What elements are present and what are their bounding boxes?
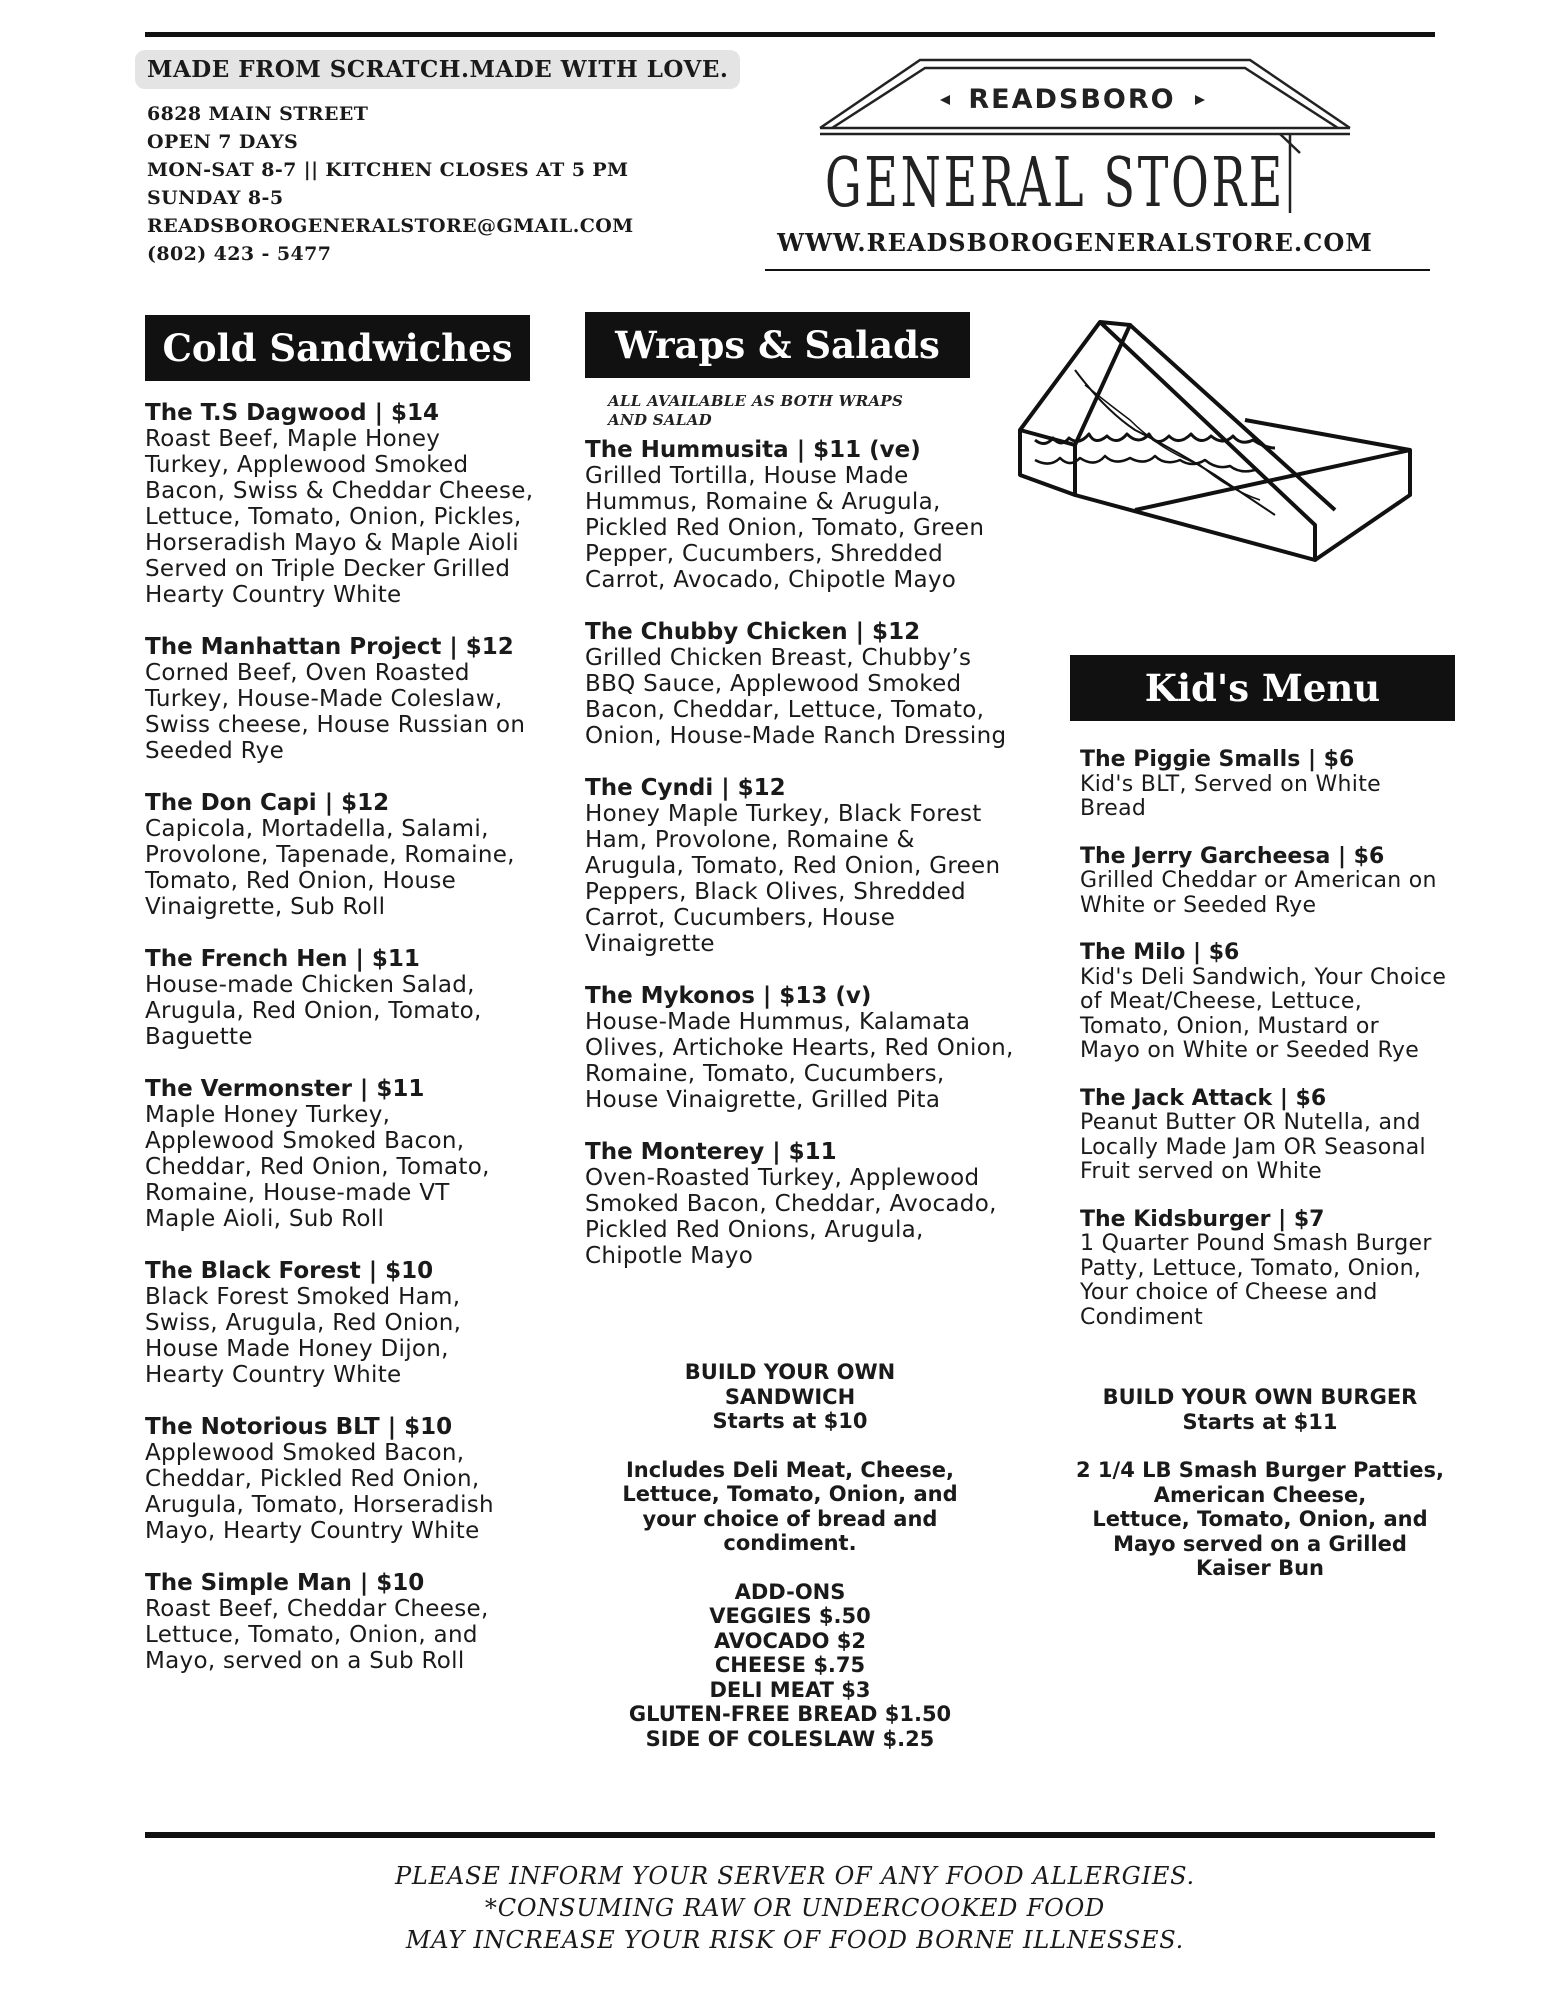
item-name: The Cyndi | $12 — [585, 775, 786, 801]
kids-menu-list — [1080, 748, 1480, 1353]
bottom-rule — [145, 1832, 1435, 1838]
item-name: The Chubby Chicken | $12 — [585, 619, 921, 645]
item-name: The Vermonster | $11 — [145, 1076, 425, 1102]
menu-item: The Vermonster | $11 Maple Honey Turkey, Applewood Smoked Bacon, Cheddar, Red Onion, Tomato, Romaine, House-made VT Maple Aioli, Sub Roll — [145, 1076, 575, 1232]
item-name: The Mykonos | $13 (v) — [585, 983, 872, 1009]
arrow-right-icon — [1195, 95, 1205, 105]
menu-item: The Kidsburger | $7 1 Quarter Pound Smash Burger Patty, Lettuce, Tomato, Onion, Your choice of Cheese and Condiment — [1080, 1208, 1480, 1331]
cold-sandwiches-list — [145, 400, 575, 1700]
menu-item: The Chubby Chicken | $12 Grilled Chicken Breast, Chubby’s BBQ Sauce, Applewood Smoked Bacon, Cheddar, Lettuce, Tomato, Onion, House-Made Ranch Dressing — [585, 619, 1045, 749]
item-name: The Jerry Garcheesa | $6 — [1080, 843, 1385, 869]
website[interactable]: WWW.READSBOROGENERALSTORE.COM — [777, 228, 1373, 257]
item-name: The Don Capi | $12 — [145, 790, 390, 816]
wraps-salads-list — [585, 437, 1045, 1295]
store-logo — [810, 58, 1360, 223]
menu-item: The French Hen | $11 House-made Chicken Salad, Arugula, Red Onion, Tomato, Baguette — [145, 946, 575, 1050]
item-name: The Monterey | $11 — [585, 1139, 837, 1165]
item-name: The T.S Dagwood | $14 — [145, 400, 439, 426]
header-rule — [765, 269, 1430, 271]
top-rule — [145, 32, 1435, 37]
menu-item: The Monterey | $11 Oven-Roasted Turkey, Applewood Smoked Bacon, Cheddar, Avocado, Pickled Red Onions, Arugula, Chipotle Mayo — [585, 1139, 1045, 1269]
wraps-note: ALL AVAILABLE AS BOTH WRAPS AND SALAD — [608, 392, 904, 429]
menu-item: The Milo | $6 Kid's Deli Sandwich, Your Choice of Meat/Cheese, Lettuce, Tomato, Onion, Mustard or Mayo on White or Seeded Rye — [1080, 941, 1480, 1064]
menu-item: The Hummusita | $11 (ve) Grilled Tortilla, House Made Hummus, Romaine & Arugula, Pickled Red Onion, Tomato, Green Pepper, Cucumbers, Shredded Carrot, Avocado, Chipotle Mayo — [585, 437, 1045, 593]
menu-item: The Jack Attack | $6 Peanut Butter OR Nutella, and Locally Made Jam OR Seasonal Fruit served on White — [1080, 1087, 1480, 1185]
arrow-left-icon — [940, 95, 950, 105]
wraps-salads-title: Wraps & Salads — [585, 312, 970, 378]
menu-item: The Manhattan Project | $12 Corned Beef, Oven Roasted Turkey, House-Made Coleslaw, Swiss cheese, House Russian on Seeded Rye — [145, 634, 575, 764]
tagline: MADE FROM SCRATCH.MADE WITH LOVE. — [135, 50, 740, 89]
menu-item: The Jerry Garcheesa | $6 Grilled Cheddar or American on White or Seeded Rye — [1080, 845, 1480, 919]
menu-item: The Mykonos | $13 (v) House-Made Hummus, Kalamata Olives, Artichoke Hearts, Red Onion, Romaine, Tomato, Cucumbers, House Vinaigrette, Grilled Pita — [585, 983, 1045, 1113]
item-name: The Hummusita | $11 (ve) — [585, 437, 921, 463]
item-name: The French Hen | $11 — [145, 946, 420, 972]
address: 6828 MAIN STREET — [147, 103, 369, 125]
item-name: The Simple Man | $10 — [145, 1570, 425, 1596]
item-name: The Jack Attack | $6 — [1080, 1085, 1327, 1111]
allergy-disclaimer: PLEASE INFORM YOUR SERVER OF ANY FOOD ALLERGIES. *CONSUMING RAW OR UNDERCOOKED FOOD MAY INCREASE YOUR RISK OF FOOD BORNE ILLNESSES. — [394, 1862, 1195, 1954]
item-name: The Manhattan Project | $12 — [145, 634, 514, 660]
menu-item: The Piggie Smalls | $6 Kid's BLT, Served on White Bread — [1080, 748, 1480, 822]
cold-sandwiches-title: Cold Sandwiches — [145, 315, 530, 381]
logo-town: READSBORO — [968, 84, 1176, 115]
menu-item: The Simple Man | $10 Roast Beef, Cheddar Cheese, Lettuce, Tomato, Onion, and Mayo, served on a Sub Roll — [145, 1570, 575, 1674]
menu-item: The Don Capi | $12 Capicola, Mortadella, Salami, Provolone, Tapenade, Romaine, Tomato, Red Onion, House Vinaigrette, Sub Roll — [145, 790, 575, 920]
kids-menu-title: Kid's Menu — [1070, 655, 1455, 721]
sunday-hours: SUNDAY 8-5 — [147, 187, 284, 209]
phone[interactable]: (802) 423 - 5477 — [147, 243, 332, 265]
item-name: The Notorious BLT | $10 — [145, 1414, 453, 1440]
weekday-hours: MON-SAT 8-7 || KITCHEN CLOSES AT 5 PM — [147, 159, 629, 181]
build-your-own-burger: BUILD YOUR OWN BURGER Starts at $11 2 1/4 LB Smash Burger Patties, American Cheese, Lettuce, Tomato, Onion, and Mayo served on a Grilled Kaiser Bun — [1075, 1385, 1444, 1580]
item-name: The Milo | $6 — [1080, 940, 1240, 965]
store-info — [147, 100, 634, 268]
menu-item: The Cyndi | $12 Honey Maple Turkey, Black Forest Ham, Provolone, Romaine & Arugula, Tomato, Red Onion, Green Peppers, Black Olives, Shredded Carrot, Cucumbers, House Vinaigrette — [585, 775, 1045, 957]
item-name: The Piggie Smalls | $6 — [1080, 747, 1355, 772]
email[interactable]: READSBOROGENERALSTORE@GMAIL.COM — [147, 215, 634, 237]
add-ons: ADD-ONS VEGGIES $.50 AVOCADO $2 CHEESE $.75 DELI MEAT $3 GLUTEN-FREE BREAD $1.50 SIDE OF COLESLAW $.25 — [628, 1579, 952, 1751]
menu-item: The T.S Dagwood | $14 Roast Beef, Maple Honey Turkey, Applewood Smoked Bacon, Swiss & Cheddar Cheese, Lettuce, Tomato, Onion, Pickles, Horseradish Mayo & Maple Aioli Served on Triple Decker Grilled Hearty Country White — [145, 400, 575, 608]
menu-item: The Black Forest | $10 Black Forest Smoked Ham, Swiss, Arugula, Red Onion, House Made Honey Dijon, Hearty Country White — [145, 1258, 575, 1388]
open-days: OPEN 7 DAYS — [147, 131, 299, 153]
item-name: The Black Forest | $10 — [145, 1258, 434, 1284]
build-your-own-sandwich: BUILD YOUR OWN SANDWICH Starts at $10 Includes Deli Meat, Cheese, Lettuce, Tomato, Onion, and your choice of bread and condiment. ADD-ONS VEGGIES $.50 AVOCADO $2 CHEESE $.75 DELI MEAT $3 GLUTEN-FREE BREAD $1.50 SIDE OF COLESLAW $.25 — [585, 1360, 995, 1751]
menu-item: The Notorious BLT | $10 Applewood Smoked Bacon, Cheddar, Pickled Red Onion, Arugula, Tomato, Horseradish Mayo, Hearty Country White — [145, 1414, 575, 1544]
item-name: The Kidsburger | $7 — [1080, 1206, 1325, 1232]
logo-name: GENERAL STORE — [825, 144, 1285, 223]
sandwich-illustration — [1015, 310, 1415, 590]
